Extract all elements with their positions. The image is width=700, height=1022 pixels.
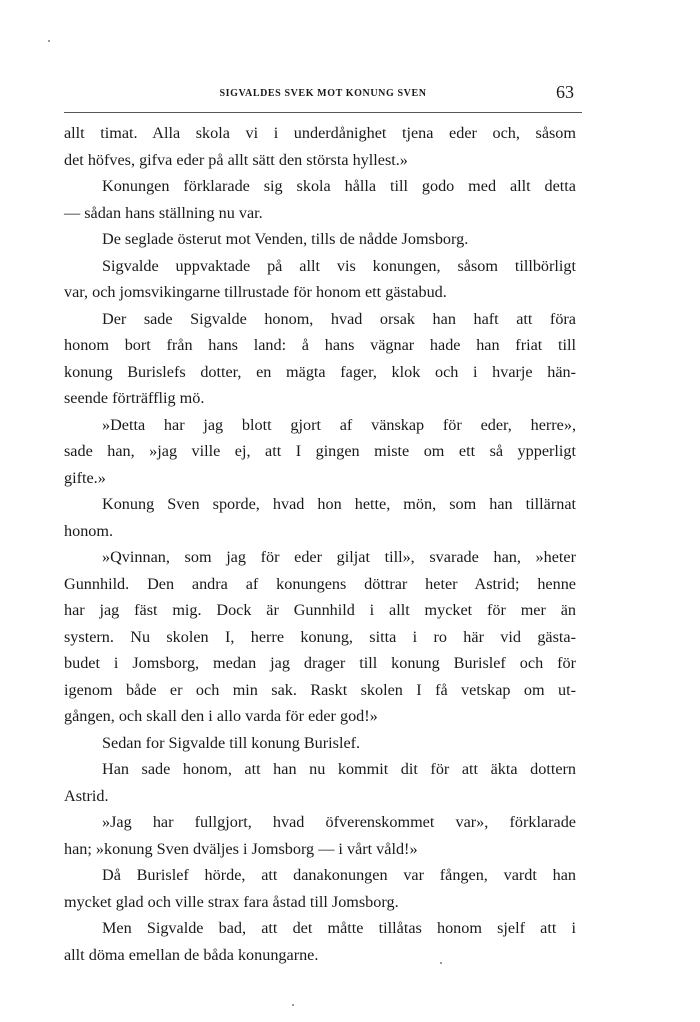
text-line: det höfves, gifva eder på allt sätt den största hyllest.» [64,150,408,169]
text-line: gången, och skall den i allo varda för eder god!» [64,707,378,725]
text-line: igenom både er och min sak. Raskt skolen I få vetskap om ut- [64,680,576,699]
page-header [64,82,582,113]
text-line: »Detta har jag blott gjort af vänskap för eder, herre», [102,415,576,434]
text-line: mycket glad och ville strax fara åstad till Jomsborg. [64,892,399,911]
text-line: »Qvinnan, som jag för eder giljat till», svarade han, »heter [102,548,576,566]
text-line: Då Burislef hörde, att danakonungen var fången, vardt han [102,866,576,884]
text-line: gifte.» [64,468,106,487]
text-line: De seglade österut mot Venden, tills de nådde Jomsborg. [102,230,469,248]
text-line: var, och jomsvikingarne tillrustade för honom ett gästabud. [64,283,447,301]
text-line: har jag fäst mig. Dock är Gunnhild i allt mycket för mer än [64,601,576,619]
text-line: honom bort från hans land: å hans vägnar hade han friat till [64,336,576,354]
text-line: Astrid. [64,786,109,805]
text-line: — sådan hans ställning nu var. [64,203,263,222]
text-line: konung Burislefs dotter, en mägta fager, klok och i hvarje hän- [64,362,576,381]
text-line: Sigvalde uppvaktade på allt vis konungen, såsom tillbörligt [102,256,576,275]
body-text [64,120,576,968]
text-line: Sedan for Sigvalde till konung Burislef. [102,733,361,752]
text-line: sade han, »jag ville ej, att I gingen miste om ett så ypperligt [64,442,576,460]
print-speck [440,962,442,964]
text-line: Gunnhild. Den andra af konungens döttrar heter Astrid; henne [64,574,576,593]
text-line: han; »konung Sven dväljes i Jomsborg — i vårt våld!» [64,839,418,858]
print-speck [292,1004,294,1006]
text-line: Konung Sven sporde, hvad hon hette, mön, som han tillärnat [102,495,576,513]
text-line: allt timat. Alla skola vi i underdånighet tjena eder och, såsom [64,124,576,142]
text-line: Der sade Sigvalde honom, hvad orsak han haft att föra [102,309,576,328]
text-line: Men Sigvalde bad, att det måtte tillåtas honom sjelf att i [102,919,576,937]
text-line: Han sade honom, att han nu kommit dit för att äkta dottern [102,760,576,778]
text-line: allt döma emellan de båda konungarne. [64,945,319,964]
page-number: 63 [556,82,574,102]
text-line: »Jag har fullgjort, hvad öfverenskommet var», förklarade [102,813,576,831]
text-line: seende förträfflig mö. [64,389,205,407]
running-title: SIGVALDES SVEK MOT KONUNG SVEN [219,88,427,99]
text-line: honom. [64,521,114,540]
text-line: budet i Jomsborg, medan jag drager till konung Burislef och för [64,654,576,672]
text-line: systern. Nu skolen I, herre konung, sitta i ro här vid gästa- [64,627,576,646]
text-line: Konungen förklarade sig skola hålla till godo med allt detta [102,177,576,195]
print-speck [48,40,50,42]
